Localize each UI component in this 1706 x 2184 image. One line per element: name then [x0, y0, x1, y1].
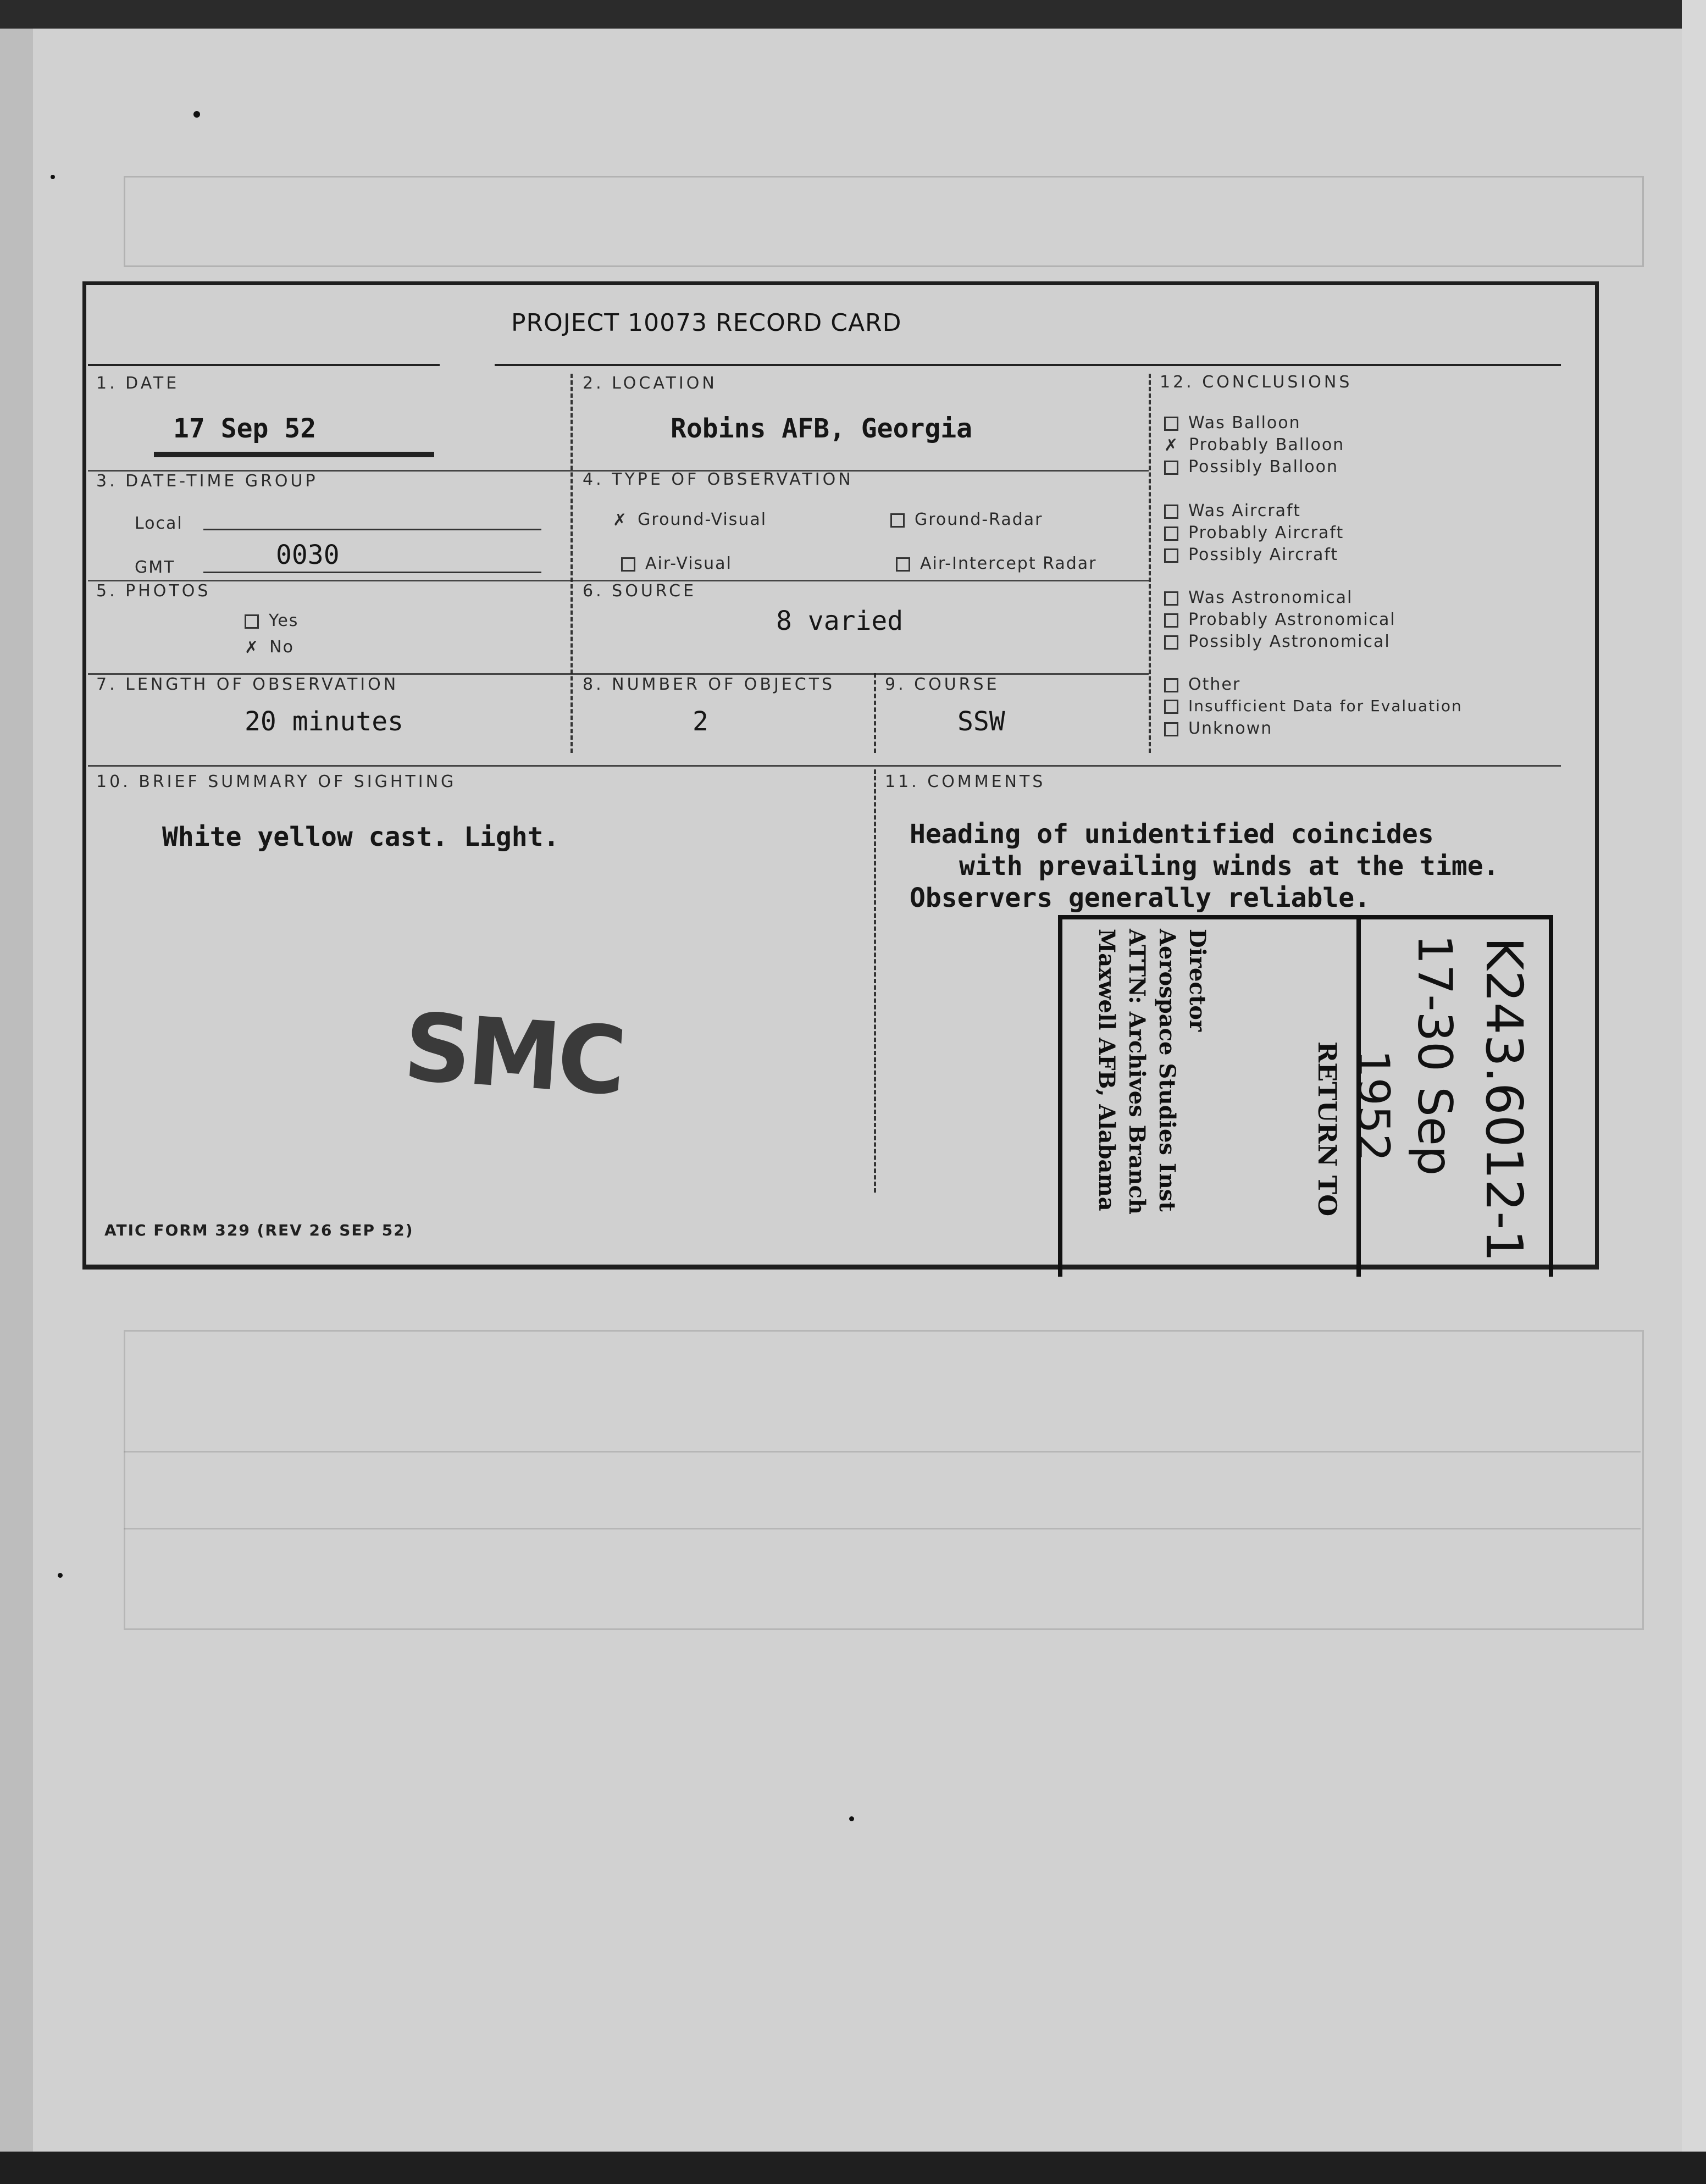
title-rule-left: [88, 364, 440, 366]
local-field-line: [203, 529, 541, 530]
checkbox-icon: [1164, 417, 1178, 431]
length-of-observation-value: 20 minutes: [245, 706, 403, 737]
gmt-label: GMT: [135, 558, 175, 577]
bleed-through-rule-1: [124, 1451, 1641, 1453]
bleed-through-box-top: [124, 176, 1644, 267]
comments-line-3: Observers generally reliable.: [910, 883, 1371, 913]
date-label: 1. DATE: [96, 374, 180, 393]
scan-border-bottom: [0, 2152, 1706, 2184]
divider-summary-comments: [874, 769, 876, 1193]
date-time-group-label: 3. DATE-TIME GROUP: [96, 472, 318, 491]
course-label: 9. COURSE: [885, 675, 1000, 694]
handwritten-date-range: 17-30 Sep: [1407, 934, 1462, 1176]
location-label: 2. LOCATION: [583, 374, 717, 393]
gmt-field-line: [203, 572, 541, 573]
checkbox-icon: [1164, 678, 1178, 692]
conclusion-was-astronomical: Was Astronomical: [1164, 588, 1353, 607]
row-rule-4: [88, 765, 1561, 767]
conclusions-label: 12. CONCLUSIONS: [1160, 373, 1353, 392]
checkbox-icon: [896, 557, 910, 572]
return-address-line-2: Aerospace Studies Inst: [1154, 929, 1180, 1212]
option-ground-visual: ✗ Ground-Visual: [613, 510, 767, 530]
column-divider-1: [570, 374, 573, 753]
column-divider-2: [1149, 374, 1151, 753]
conclusion-probably-astronomical: Probably Astronomical: [1164, 610, 1396, 629]
checkbox-icon: [621, 557, 635, 572]
number-of-objects-label: 8. NUMBER OF OBJECTS: [583, 675, 835, 694]
handwritten-year: 1952: [1348, 1050, 1399, 1162]
length-of-observation-label: 7. LENGTH OF OBSERVATION: [96, 675, 399, 694]
checkbox-icon: [1164, 722, 1178, 736]
return-to-heading: RETURN TO: [1312, 1041, 1342, 1217]
title-rule: [495, 364, 1561, 366]
option-ground-radar: Ground-Radar: [890, 510, 1043, 529]
checkbox-icon: [1164, 700, 1178, 714]
photos-no-option: ✗ No: [245, 638, 294, 657]
checkbox-icon: [1164, 526, 1178, 541]
conclusion-insufficient-data: Insufficient Data for Evaluation: [1164, 697, 1463, 715]
conclusion-unknown: Unknown: [1164, 719, 1272, 738]
scan-border-left: [0, 29, 33, 2152]
date-scribble: [154, 452, 434, 457]
bleed-through-rule-2: [124, 1528, 1641, 1529]
checkbox-icon: [890, 513, 905, 528]
form-identifier: ATIC FORM 329 (REV 26 SEP 52): [104, 1221, 414, 1239]
handwritten-reference: K243.6012-1: [1475, 937, 1533, 1262]
checkbox-checked-icon: ✗: [245, 638, 260, 657]
checkbox-checked-icon: ✗: [613, 511, 628, 530]
scan-border-right: [1682, 0, 1706, 2184]
checkbox-icon: [1164, 613, 1178, 628]
scan-border-top: [0, 0, 1706, 29]
conclusion-possibly-balloon: Possibly Balloon: [1164, 457, 1338, 476]
location-value: Robins AFB, Georgia: [671, 413, 973, 444]
source-label: 6. SOURCE: [583, 581, 697, 601]
conclusion-probably-aircraft: Probably Aircraft: [1164, 523, 1344, 542]
dust-speck: [193, 111, 200, 118]
comments-line-1: Heading of unidentified coincides: [910, 819, 1434, 850]
conclusion-other: Other: [1164, 675, 1240, 694]
checkbox-checked-icon: ✗: [1164, 436, 1179, 455]
option-air-intercept-radar: Air-Intercept Radar: [896, 554, 1096, 573]
date-value: 17 Sep 52: [173, 413, 317, 444]
checkbox-icon: [1164, 505, 1178, 519]
type-of-observation-label: 4. TYPE OF OBSERVATION: [583, 470, 854, 489]
checkbox-icon: [1164, 635, 1178, 650]
return-address-line-4: Maxwell AFB, Alabama: [1094, 929, 1120, 1211]
comments-line-2: with prevailing winds at the time.: [959, 851, 1499, 882]
photos-yes-option: Yes: [245, 611, 298, 630]
summary-value: White yellow cast. Light.: [162, 822, 560, 852]
gmt-value: 0030: [276, 540, 340, 570]
course-value: SSW: [957, 706, 1005, 737]
dust-speck: [849, 1816, 854, 1821]
number-of-objects-value: 2: [693, 706, 708, 737]
local-label: Local: [135, 514, 183, 533]
conclusion-possibly-astronomical: Possibly Astronomical: [1164, 632, 1391, 651]
checkbox-icon: [1164, 461, 1178, 475]
dust-speck: [58, 1573, 63, 1578]
conclusion-possibly-aircraft: Possibly Aircraft: [1164, 545, 1338, 564]
smc-stamp: SMC: [400, 993, 627, 1117]
source-value: 8 varied: [776, 606, 904, 636]
divider-objects-course: [874, 673, 876, 753]
return-address-line-1: Director: [1184, 929, 1210, 1032]
summary-label: 10. BRIEF SUMMARY OF SIGHTING: [96, 772, 457, 791]
return-address-line-3: ATTN: Archives Branch: [1124, 929, 1150, 1215]
conclusion-was-balloon: Was Balloon: [1164, 413, 1301, 433]
photos-label: 5. PHOTOS: [96, 581, 211, 601]
bleed-through-box-lower: [124, 1330, 1644, 1630]
checkbox-icon: [1164, 548, 1178, 563]
checkbox-icon: [245, 614, 259, 629]
comments-label: 11. COMMENTS: [885, 772, 1046, 791]
conclusion-was-aircraft: Was Aircraft: [1164, 501, 1301, 520]
option-air-visual: Air-Visual: [621, 554, 732, 573]
card-title: PROJECT 10073 RECORD CARD: [511, 309, 902, 337]
conclusion-probably-balloon: ✗ Probably Balloon: [1164, 435, 1345, 455]
checkbox-icon: [1164, 591, 1178, 606]
dust-speck: [51, 175, 55, 179]
